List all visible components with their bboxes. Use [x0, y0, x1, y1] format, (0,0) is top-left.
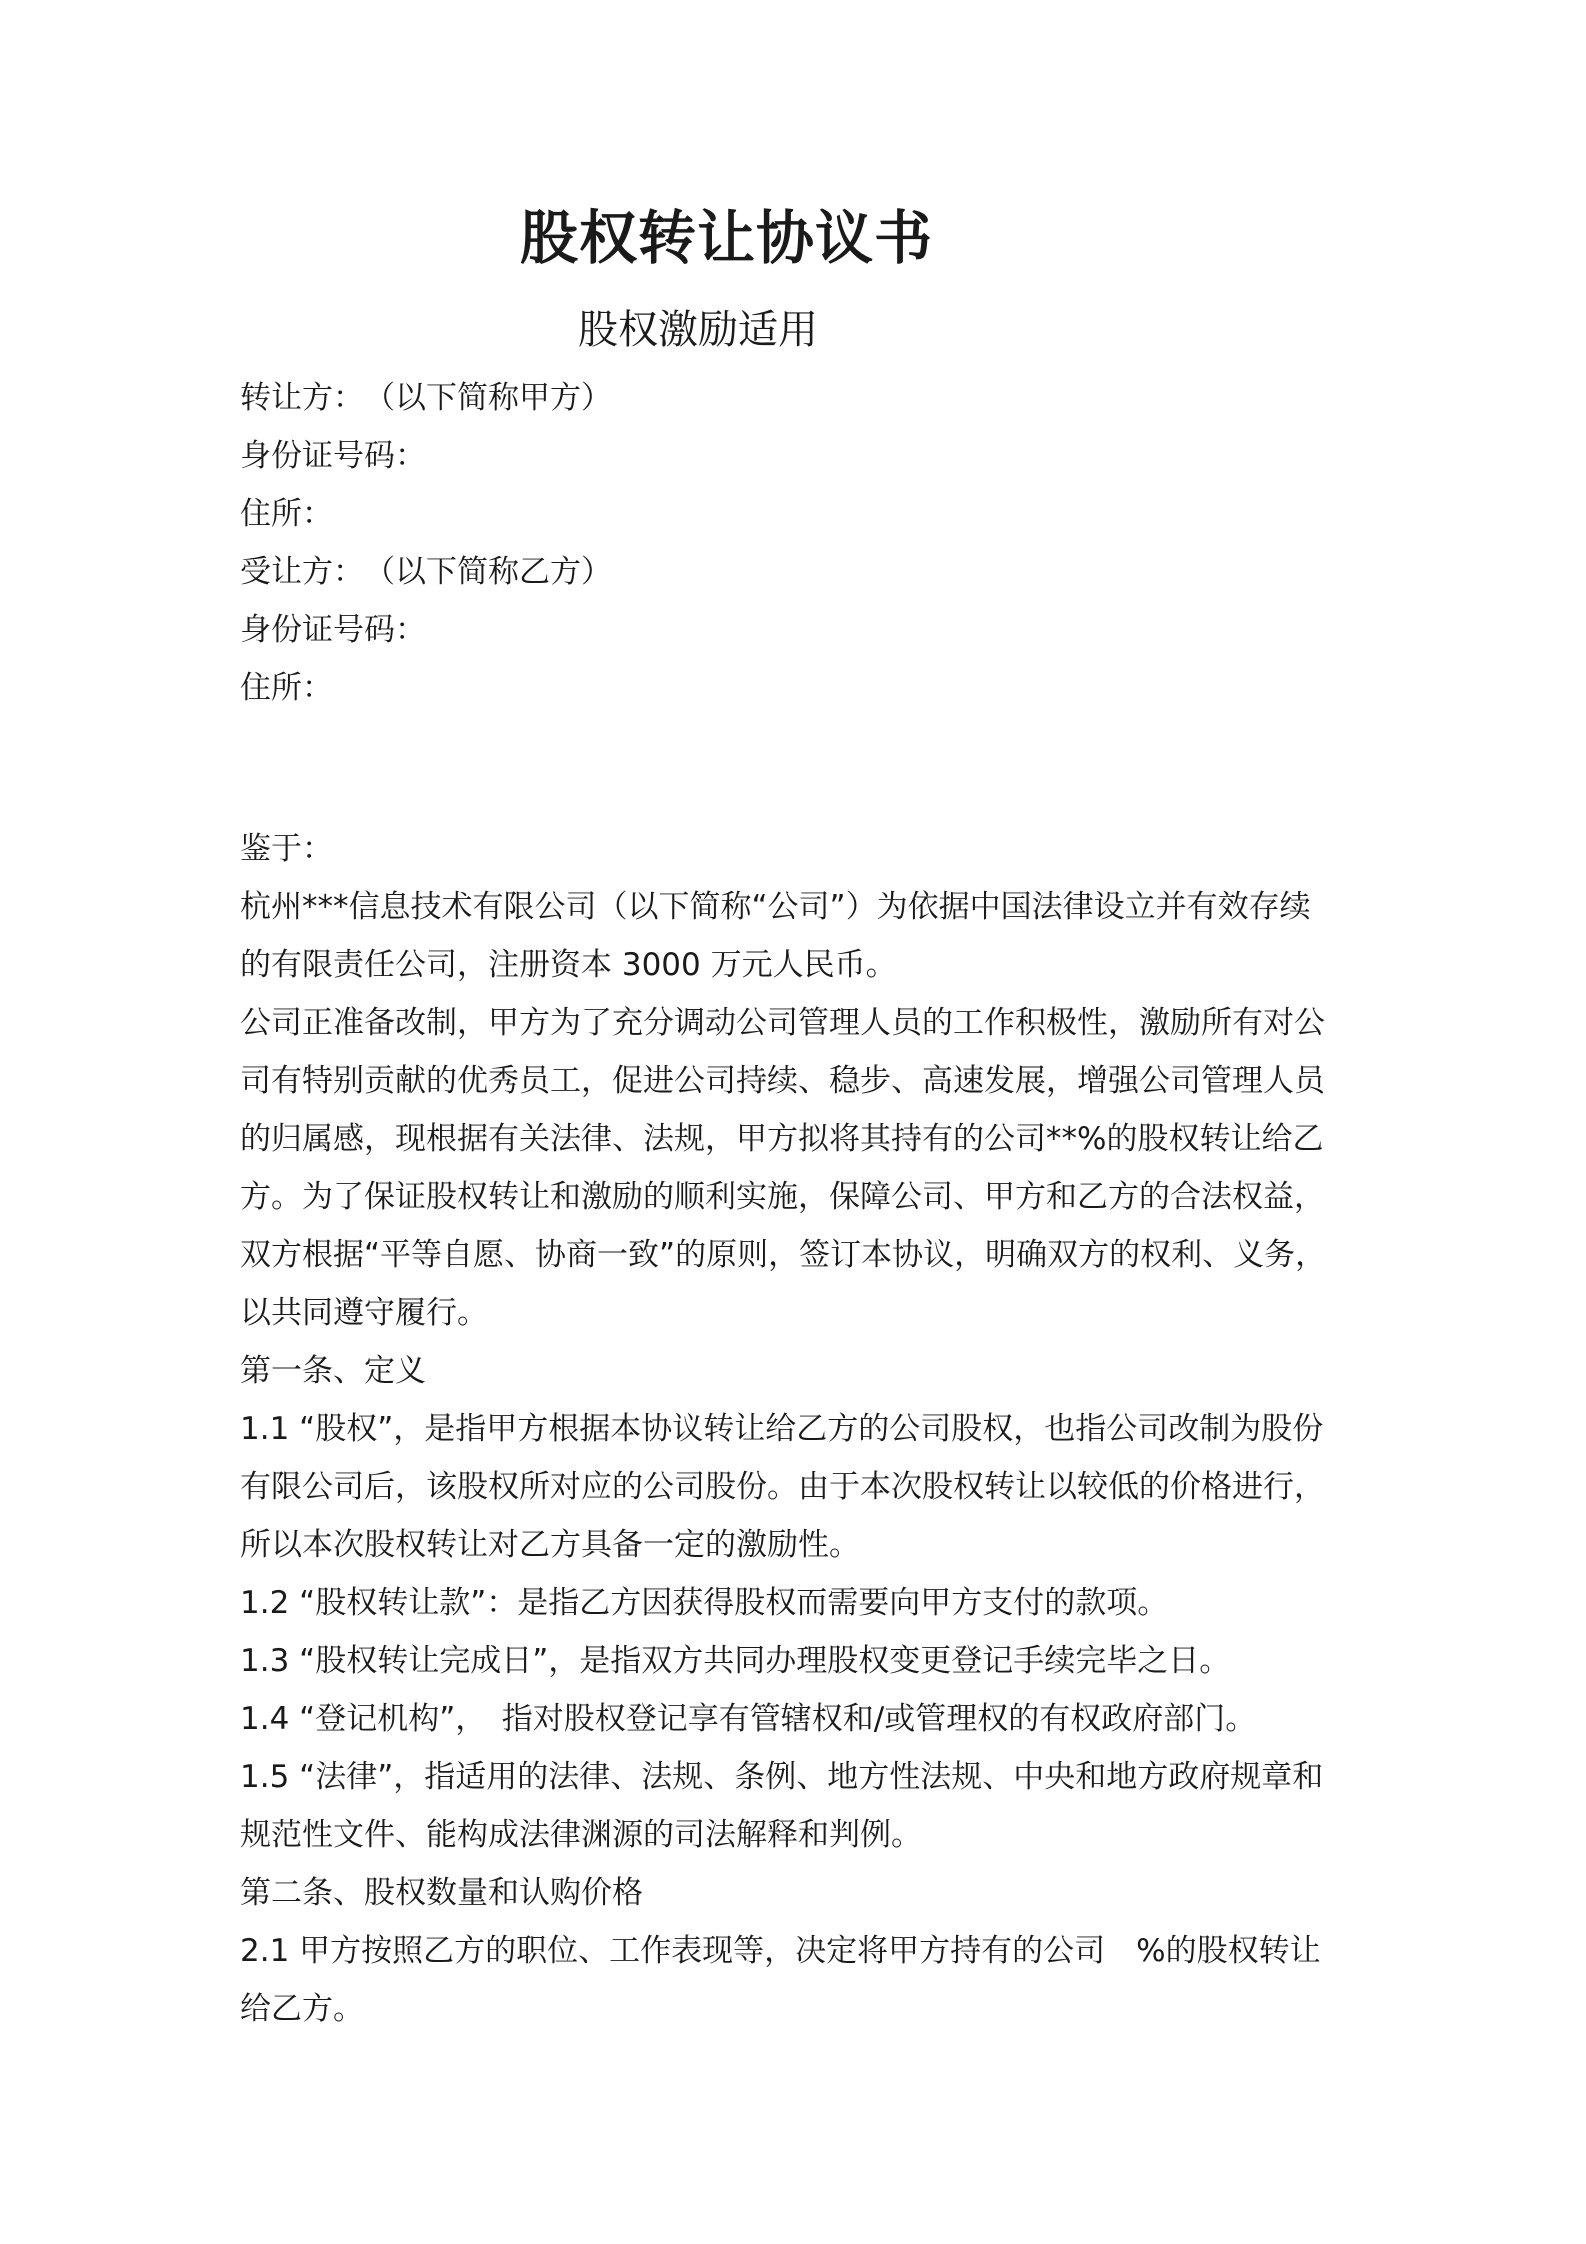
body-line: 公司正准备改制，甲方为了充分调动公司管理人员的工作积极性，激励所有对公 — [240, 1005, 1325, 1041]
party-info-block — [240, 369, 1360, 717]
body-line: 以共同遵守履行。 — [240, 1295, 488, 1331]
agreement-body — [240, 820, 1360, 2038]
transferee-line: 受让方： （以下简称乙方） — [240, 554, 612, 590]
document-subtitle: 股权激励适用 — [578, 307, 818, 353]
document-title: 股权转让协议书 — [520, 204, 934, 272]
body-line: 方。为了保证股权转让和激励的顺利实施，保障公司、甲方和乙方的合法权益， — [240, 1179, 1325, 1215]
body-line: 的归属感，现根据有关法律、法规，甲方拟将其持有的公司**%的股权转让给乙 — [240, 1121, 1324, 1157]
transferor-id-line: 身份证号码： — [240, 438, 426, 474]
body-line: 有限公司后，该股权所对应的公司股份。由于本次股权转让以较低的价格进行， — [240, 1469, 1325, 1505]
body-line: 的有限责任公司，注册资本 3000 万元人民币。 — [240, 947, 897, 983]
transferor-address-line: 住所： — [240, 496, 333, 532]
article-one-heading: 第一条、定义 — [240, 1353, 426, 1389]
body-line: 双方根据“平等自愿、协商一致”的原则，签订本协议，明确双方的权利、义务， — [240, 1237, 1327, 1273]
body-line: 所以本次股权转让对乙方具备一定的激励性。 — [240, 1527, 860, 1563]
body-line: 2.1 甲方按照乙方的职位、工作表现等，决定将甲方持有的公司 %的股权转让 — [240, 1933, 1321, 1969]
body-line: 给乙方。 — [240, 1991, 364, 2027]
body-line: 1.3 “股权转让完成日”，是指双方共同办理股权变更登记手续完毕之日。 — [240, 1643, 1231, 1679]
body-line: 规范性文件、能构成法律渊源的司法解释和判例。 — [240, 1817, 922, 1853]
transferee-address-line: 住所： — [240, 670, 333, 706]
body-line: 1.5 “法律”，指适用的法律、法规、条例、地方性法规、中央和地方政府规章和 — [240, 1759, 1324, 1795]
recitals-heading: 鉴于： — [240, 831, 333, 867]
transferee-id-line: 身份证号码： — [240, 612, 426, 648]
body-line: 1.2 “股权转让款”：是指乙方因获得股权而需要向甲方支付的款项。 — [240, 1585, 1169, 1621]
body-line: 1.4 “登记机构”， 指对股权登记享有管辖权和/或管理权的有权政府部门。 — [240, 1701, 1257, 1737]
body-line: 1.1 “股权”，是指甲方根据本协议转让给乙方的公司股权，也指公司改制为股份 — [240, 1411, 1324, 1447]
body-line: 杭州***信息技术有限公司（以下简称“公司”）为依据中国法律设立并有效存续 — [240, 889, 1311, 925]
body-line: 司有特别贡献的优秀员工，促进公司持续、稳步、高速发展，增强公司管理人员 — [240, 1063, 1325, 1099]
transferor-line: 转让方： （以下简称甲方） — [240, 380, 612, 416]
article-two-heading: 第二条、股权数量和认购价格 — [240, 1875, 643, 1911]
